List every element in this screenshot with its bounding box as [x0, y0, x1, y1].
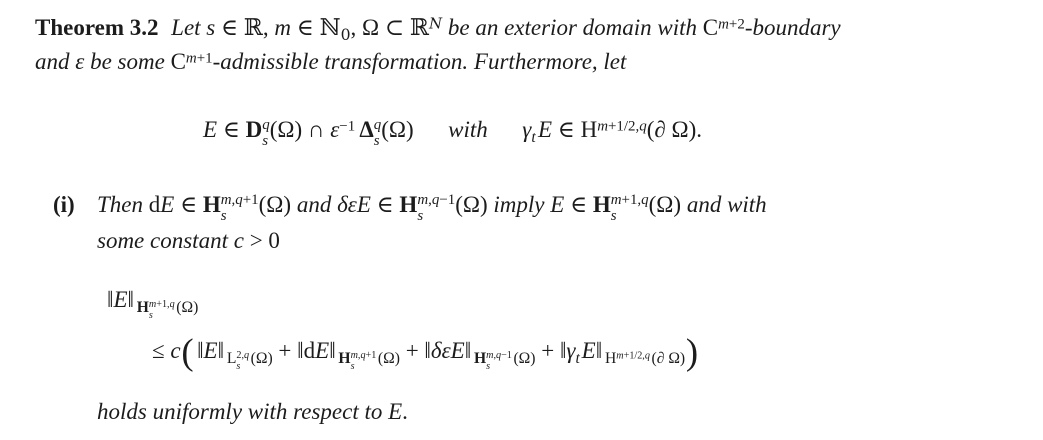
math-run: $C^{m+1}$ [170, 49, 213, 74]
math-run: c [233, 228, 244, 254]
math-run: t [575, 350, 580, 367]
math-run: m [274, 15, 292, 40]
math-run: holds uniformly with respect to [97, 399, 389, 424]
math-run: +1, [621, 192, 642, 209]
math-run: m [718, 16, 729, 33]
math-run: ∈ [215, 15, 244, 40]
supsub-stack [611, 192, 649, 224]
math-run: $H^{m+1/2,q}$ [580, 117, 647, 142]
math-run: (Ω) [648, 192, 682, 217]
math-run: t [531, 129, 536, 146]
math-run: −1 [339, 118, 356, 135]
math-run: , [428, 192, 432, 209]
math-run: ‖ [595, 338, 603, 363]
math-run: ε [75, 49, 85, 74]
item-i-body [97, 188, 1028, 258]
math-run: ∈ [370, 192, 400, 217]
norm-subscript-group [136, 298, 199, 321]
math-run: d [303, 338, 316, 363]
math-run: , Ω ⊂ [350, 15, 410, 40]
math-run: q [360, 349, 366, 361]
math-run: δε [430, 338, 451, 363]
math-run: Let s [171, 15, 216, 40]
math-run: q [495, 349, 502, 361]
math-run: -admissible transformation. Furthermore, let [212, 49, 627, 74]
math-run: ∈ [174, 192, 203, 217]
math-run: > 0 [243, 228, 280, 254]
supsub-stack [417, 192, 455, 224]
math-run: ‖ [329, 338, 336, 363]
math-run: (Ω) [381, 117, 414, 142]
supsub-stack [262, 117, 269, 149]
math-run: m [610, 192, 622, 209]
norm-subscript-group [605, 350, 685, 367]
math-run: E [537, 117, 553, 142]
math-run: L 2,q s [226, 349, 250, 372]
math-run: q [639, 118, 647, 135]
math-run: +1 [242, 192, 259, 209]
math-run: δε [337, 192, 357, 217]
math-run: E [450, 338, 465, 363]
math-run: ∈ [564, 192, 593, 217]
math-run: (Ω) [377, 350, 400, 367]
math-run: $\gamma_t$ [522, 117, 536, 146]
math-run: H m+1,q s [592, 192, 649, 225]
theorem-statement [35, 11, 1035, 79]
math-run: 0 [340, 25, 351, 44]
math-run: ℝ [243, 15, 263, 41]
math-run: ‖ [424, 338, 431, 363]
math-run: s [236, 360, 241, 372]
superscript [429, 14, 442, 32]
math-run: (Ω) [176, 299, 199, 316]
item-i-marker: (i) [53, 192, 75, 217]
math-run: E [315, 338, 330, 363]
math-run: and [35, 49, 76, 74]
supsub-stack [149, 299, 175, 321]
superscript [339, 118, 355, 134]
math-run: H m+1,q s [136, 298, 175, 321]
math-run: D q s [245, 117, 270, 150]
math-run: q [373, 117, 382, 134]
math-run: −1 [439, 192, 456, 209]
math-run: and [291, 192, 338, 217]
math-run: $\gamma_t$ [566, 338, 580, 367]
item-i-label [53, 188, 97, 222]
math-run: , [262, 15, 275, 40]
math-run: with [448, 117, 488, 142]
math-run: (∂ Ω) [651, 350, 686, 367]
superscript [186, 50, 213, 66]
norm-subscript-group [473, 349, 536, 372]
math-run: s [148, 309, 153, 321]
math-run: N [429, 14, 443, 33]
math-run: q [641, 192, 649, 209]
math-run: be some [84, 49, 171, 74]
math-run: ‖ [559, 338, 567, 363]
math-run: +1/2, [623, 350, 645, 362]
math-run: (Ω) ∩ [269, 117, 331, 142]
math-run: ‖ [464, 338, 472, 363]
math-run: m [185, 50, 197, 67]
math-run: Δ q s [359, 117, 382, 150]
math-run: m [597, 118, 608, 135]
math-run: ‖ [107, 287, 114, 312]
math-run: −1 [501, 349, 512, 361]
math-run: +2 [728, 16, 745, 33]
math-run: +1/2, [608, 118, 640, 135]
subscript [531, 129, 535, 146]
math-run: -boundary [744, 15, 841, 40]
norm-subscript-group [226, 349, 273, 372]
supsub-stack [221, 192, 259, 224]
math-run: +1 [365, 349, 377, 361]
big-left-paren: ( [181, 330, 194, 372]
math-run: $H^{m+1/2,q}$ [604, 350, 650, 367]
math-run: m [486, 349, 494, 361]
math-run: q [235, 192, 243, 209]
math-run: and with [681, 192, 767, 217]
math-run: s [350, 360, 355, 372]
math-run: ‖ [197, 338, 204, 363]
math-run: ‖ [127, 287, 134, 312]
math-run: q [644, 350, 650, 362]
subscript [341, 25, 351, 44]
math-run: (Ω) [258, 192, 292, 217]
math-run: (Ω) [250, 350, 273, 367]
big-right-paren: ) [685, 330, 699, 372]
math-run: ∈ [217, 117, 246, 142]
math-run: + [399, 338, 425, 363]
math-run: +1, [156, 298, 170, 310]
math-run: q [262, 117, 270, 134]
math-run: m [417, 192, 429, 209]
math-run: E [550, 192, 565, 217]
superscript [718, 16, 745, 32]
math-run: H m,q+1 s [338, 349, 377, 372]
math-run: H m,q−1 s [473, 349, 512, 372]
math-run: imply [487, 192, 551, 217]
math-run: H m,q−1 s [399, 192, 456, 225]
math-run: E [388, 399, 403, 424]
superscript [616, 350, 650, 361]
math-run: s [220, 208, 227, 225]
math-run: +1 [196, 50, 213, 67]
math-run: m [350, 349, 358, 361]
math-run: m [616, 350, 624, 362]
math-run: m [148, 298, 157, 310]
math-run: q [431, 192, 440, 209]
math-run: s [373, 133, 380, 150]
supsub-stack [486, 350, 512, 372]
math-run: ∈ [552, 117, 581, 142]
math-run: (Ω) [513, 350, 536, 367]
subscript [576, 350, 580, 367]
math-run: c [170, 338, 181, 363]
math-run: q [244, 349, 250, 361]
math-run: H m,q+1 s [202, 192, 259, 225]
theorem-number: Theorem 3.2 [35, 15, 159, 40]
math-run: s [417, 208, 424, 225]
math-run: E [356, 192, 371, 217]
math-run: ℕ$_0$ [319, 15, 351, 44]
norm-subscript-group [338, 349, 400, 372]
math-run: (∂ Ω). [646, 117, 702, 142]
math-run: , [231, 192, 236, 209]
math-run: ≤ [152, 338, 171, 363]
math-run: ∈ [291, 15, 320, 40]
math-run: E [581, 338, 596, 363]
math-run: $C^{m+2}$ [702, 15, 745, 40]
math-run: E [203, 338, 218, 363]
math-run: + [535, 338, 560, 363]
supsub-stack [351, 350, 377, 372]
math-run: $\varepsilon^{-1}$ [330, 117, 356, 142]
math-run: ℝ$^N$ [409, 14, 443, 41]
math-run: be an exterior domain with [442, 15, 703, 40]
math-run: E [113, 287, 128, 312]
math-run: s [262, 133, 269, 150]
math-run: m [220, 192, 232, 209]
math-run: s [610, 208, 617, 225]
supsub-stack [236, 350, 249, 372]
item-i [53, 188, 1028, 258]
math-run: q [169, 298, 175, 310]
math-run: + [272, 338, 298, 363]
math-run: (Ω) [455, 192, 488, 217]
norm-inequality-rhs [152, 325, 699, 377]
math-run: 2, [236, 349, 244, 361]
math-run: ‖ [217, 338, 225, 363]
norm-inequality-lhs [107, 275, 198, 325]
math-run: E [203, 117, 218, 142]
closing-line [97, 395, 408, 429]
display-equation [203, 105, 702, 155]
superscript [597, 118, 647, 134]
math-run: some constant [97, 228, 234, 254]
math-run: , [357, 349, 361, 361]
math-run: E [160, 192, 175, 217]
math-run: ‖ [297, 338, 304, 363]
math-run: , [493, 349, 496, 361]
math-run: . [402, 399, 408, 424]
math-run: Then [97, 192, 149, 217]
math-run: d [148, 192, 161, 217]
math-run: s [486, 360, 491, 372]
